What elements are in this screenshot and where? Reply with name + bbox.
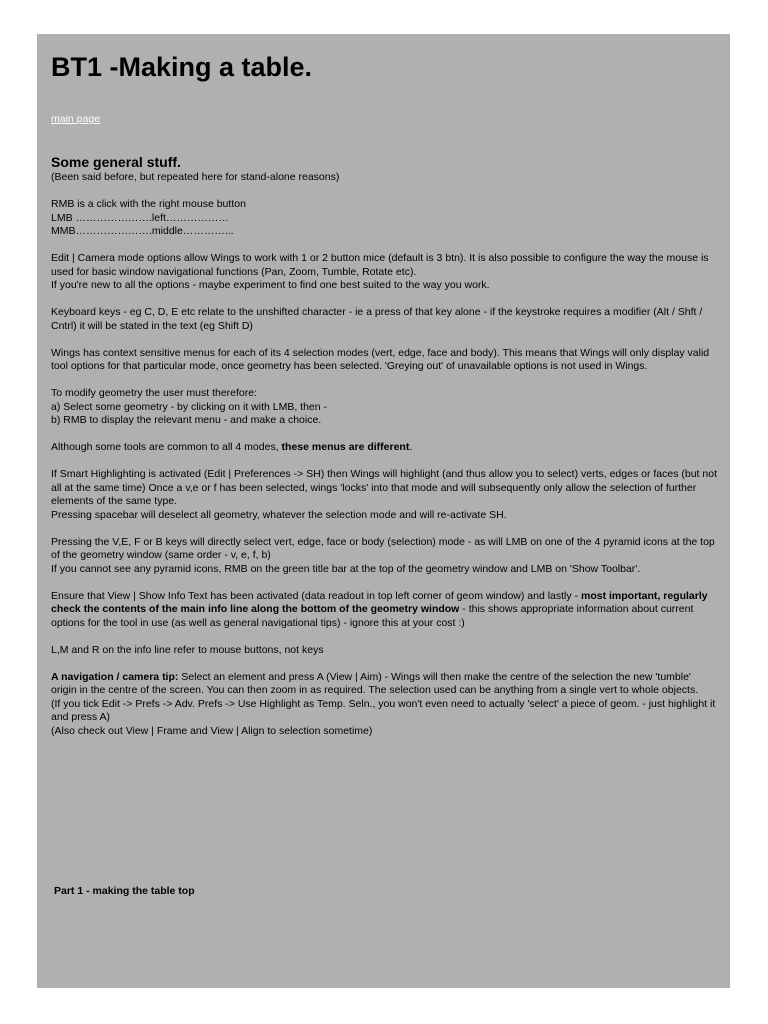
navigation-tip-text: Select an element and press A (View | Aim) - Wings will then make the centre of the selection the new 'tumble' origin in the centre of the screen. You can then zoom in as required. The selection used can be anything from a single vert to whole objects.	[51, 670, 699, 696]
modify-line-1: To modify geometry the user must therefore:	[51, 387, 258, 399]
camera-line-1: Edit | Camera mode options allow Wings to work with 1 or 2 button mice (default is 3 btn). It is also possible to configure the way the mouse is used for basic window navigational functions (Pan, Zoom, Tumble, Rotate etc).	[51, 252, 709, 278]
context-menus-text: Wings has context sensitive menus for each of its 4 selection modes (vert, edge, face and body). This means that Wings will only display valid tool options for that particular mode, once geometry has been selected. 'Greying out' of unavailable options is not used in Wings.	[51, 346, 710, 372]
info-text-paragraph	[51, 590, 719, 631]
lmr-paragraph	[51, 644, 719, 658]
modify-line-2: a) Select some geometry - by clicking on it with LMB, then -	[51, 400, 328, 413]
navigation-tip-paragraph	[51, 671, 719, 739]
navigation-tip-label: A navigation / camera tip:	[51, 670, 179, 683]
keyboard-paragraph	[51, 306, 719, 333]
info-text-bold: most important, regularly check the contents of the main info line along the bottom of the geometry window	[51, 589, 708, 615]
lmb-line: LMB ………………….left………………	[51, 211, 229, 224]
document-page	[37, 34, 730, 988]
tools-common-bold: these menus are different	[281, 441, 410, 453]
info-text-start: Ensure that View | Show Info Text has been activated (data readout in top left corner of geom window) and lastly -	[51, 589, 581, 602]
intro-text: (Been said before, but repeated here for stand-alone reasons)	[51, 171, 340, 183]
section-heading: Some general stuff.	[51, 154, 181, 170]
modify-geometry-paragraph	[51, 387, 719, 428]
keyboard-text: Keyboard keys - eg C, D, E etc relate to the unshifted character - ie a press of that key alone - if the keystroke requires a modifier (Alt / Shft / Cntrl) it will be stated in the text (eg Shift D)	[51, 306, 703, 332]
navigation-tip-line-3: (Also check out View | Frame and View | Align to selection sometime)	[51, 724, 373, 737]
part-1-heading: Part 1 - making the table top	[54, 885, 195, 897]
selection-keys-paragraph	[51, 536, 719, 577]
tools-common-text: Although some tools are common to all 4 modes,	[51, 441, 282, 453]
mouse-buttons-paragraph	[51, 198, 719, 239]
smart-highlight-paragraph	[51, 468, 719, 522]
info-text-end: - this shows appropriate information about current options for the tool in use (as well as general navigational tips) - ignore this at your cost :)	[51, 603, 694, 629]
main-page-link[interactable]: main page	[51, 113, 101, 125]
tools-common-paragraph	[51, 441, 719, 455]
camera-mode-paragraph	[51, 252, 719, 293]
navigation-tip-line-2: (If you tick Edit -> Prefs -> Adv. Prefs -> Use Highlight as Temp. Seln., you won't even need to actually 'select' a piece of geom. - just highlight it and press A)	[51, 697, 716, 723]
lmr-text: L,M and R on the info line refer to mouse buttons, not keys	[51, 643, 324, 656]
modify-line-3: b) RMB to display the relevant menu - and make a choice.	[51, 414, 322, 426]
page-title: BT1 -Making a table.	[51, 52, 313, 82]
intro-paragraph	[51, 171, 719, 185]
selection-keys-line-1: Pressing the V,E, F or B keys will directly select vert, edge, face or body (selection) mode - as will LMB on one of the 4 pyramid icons at the top of the geometry window (same order - v, e, f, b)	[51, 535, 715, 561]
mmb-line: MMB………………….middle…………...	[51, 225, 234, 237]
camera-line-2: If you're new to all the options - maybe experiment to find one best suited to the way you work.	[51, 279, 490, 291]
body-text	[51, 171, 719, 738]
selection-keys-line-2: If you cannot see any pyramid icons, RMB on the green title bar at the top of the geometry window and LMB on 'Show Toolbar'.	[51, 562, 641, 575]
smart-highlight-line-1: If Smart Highlighting is activated (Edit | Preferences -> SH) then Wings will highlight (and thus allow you to select) verts, edges or faces (but not all at the same time) Once a v,e or f has been selected, wings 'locks' into that mode and will subsequently only allow the selection of further elements of the same type.	[51, 468, 717, 507]
tools-common-end: .	[409, 441, 413, 453]
rmb-line: RMB is a click with the right mouse button	[51, 198, 246, 210]
context-menus-paragraph	[51, 347, 719, 374]
smart-highlight-line-2: Pressing spacebar will deselect all geometry, whatever the selection mode and will re-activate SH.	[51, 508, 507, 521]
